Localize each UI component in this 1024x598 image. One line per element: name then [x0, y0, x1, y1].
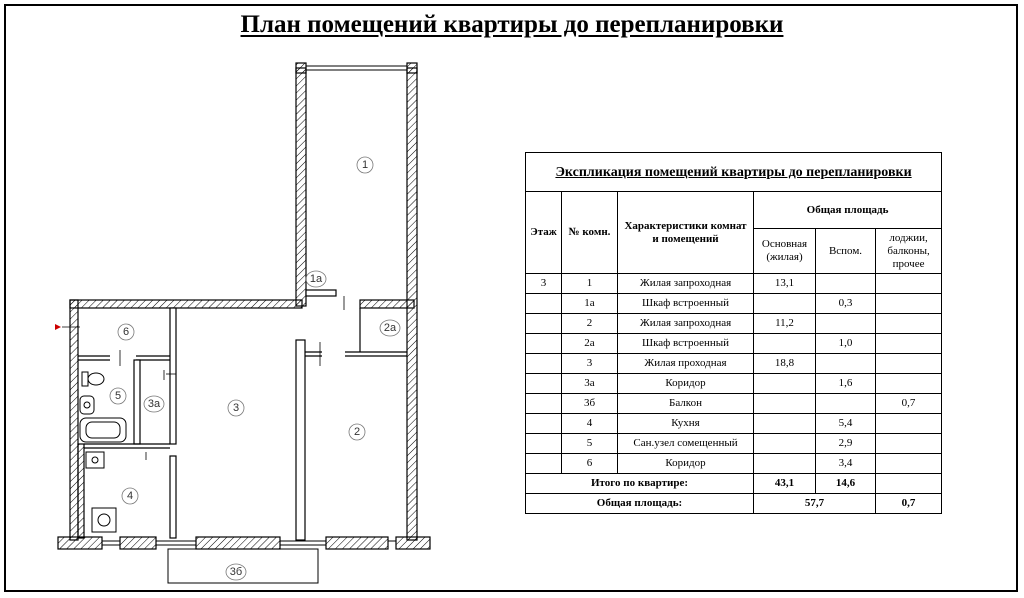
cell-floor	[526, 354, 562, 374]
room-label-5	[110, 388, 126, 404]
cell-floor	[526, 434, 562, 454]
bathtub-icon	[80, 418, 126, 442]
header-aux: Вспом.	[816, 229, 876, 274]
cell-description: Сан.узел сомещенный	[618, 434, 754, 454]
cell-aux: 1,6	[816, 374, 876, 394]
room-label-6	[118, 324, 134, 340]
cell-room-no: 4	[562, 414, 618, 434]
cell-description: Жилая запроходная	[618, 274, 754, 294]
explication-table	[525, 152, 942, 514]
cell-floor: 3	[526, 274, 562, 294]
cell-aux: 2,9	[816, 434, 876, 454]
cell-aux: 1,0	[816, 334, 876, 354]
cell-main	[754, 394, 816, 414]
cell-other	[876, 274, 942, 294]
room-label-3	[228, 400, 244, 416]
svg-text:3б: 3б	[229, 566, 243, 578]
cell-main	[754, 334, 816, 354]
cell-room-no: 3б	[562, 394, 618, 414]
kitchen-sink-icon	[86, 452, 104, 468]
table-row	[526, 354, 942, 374]
total-apartment-other	[876, 474, 942, 494]
table-row	[526, 434, 942, 454]
cell-floor	[526, 394, 562, 414]
table-row	[526, 374, 942, 394]
stove-icon	[92, 508, 116, 532]
cell-aux	[816, 274, 876, 294]
cell-description: Жилая запроходная	[618, 314, 754, 334]
toilet-icon	[82, 372, 104, 386]
room-label-3b	[226, 564, 246, 580]
cell-other	[876, 354, 942, 374]
cell-other	[876, 294, 942, 314]
svg-text:5: 5	[114, 390, 122, 402]
cell-room-no: 1	[562, 274, 618, 294]
header-description: Характеристики комнат и помещений	[618, 192, 754, 274]
header-room-no: № комн.	[562, 192, 618, 274]
table-caption: Экспликация помещений квартиры до перепланировки	[526, 153, 942, 192]
cell-other	[876, 414, 942, 434]
header-loggias: лоджии, балконы, прочее	[876, 229, 942, 274]
cell-other	[876, 434, 942, 454]
cell-main	[754, 454, 816, 474]
cell-description: Коридор	[618, 454, 754, 474]
cell-aux	[816, 354, 876, 374]
table-row	[526, 454, 942, 474]
cell-floor	[526, 294, 562, 314]
cell-room-no: 6	[562, 454, 618, 474]
cell-floor	[526, 374, 562, 394]
table-row	[526, 314, 942, 334]
total-apartment-main: 43,1	[754, 474, 816, 494]
table-row	[526, 334, 942, 354]
svg-text:2а: 2а	[383, 322, 397, 334]
cell-aux: 0,3	[816, 294, 876, 314]
header-floor: Этаж	[526, 192, 562, 274]
cell-other	[876, 334, 942, 354]
cell-floor	[526, 454, 562, 474]
cell-main	[754, 434, 816, 454]
room-label-1a	[306, 271, 326, 287]
cell-main	[754, 414, 816, 434]
cell-floor	[526, 334, 562, 354]
cell-other	[876, 374, 942, 394]
cell-room-no: 2	[562, 314, 618, 334]
svg-text:2: 2	[353, 426, 361, 438]
cell-room-no: 3а	[562, 374, 618, 394]
room-label-4	[122, 488, 138, 504]
cell-description: Балкон	[618, 394, 754, 414]
cell-other	[876, 314, 942, 334]
room-label-1	[357, 157, 373, 173]
cell-main: 11,2	[754, 314, 816, 334]
cell-floor	[526, 314, 562, 334]
cell-main	[754, 374, 816, 394]
cell-main	[754, 294, 816, 314]
cell-aux: 5,4	[816, 414, 876, 434]
cell-description: Шкаф встроенный	[618, 334, 754, 354]
sink-icon	[80, 396, 94, 414]
total-area-label: Общая площадь:	[526, 494, 754, 514]
table-row	[526, 414, 942, 434]
table-row	[526, 394, 942, 414]
outer-walls	[58, 63, 430, 549]
cell-other	[876, 454, 942, 474]
cell-description: Жилая проходная	[618, 354, 754, 374]
total-apartment-label: Итого по квартире:	[526, 474, 754, 494]
table-row	[526, 294, 942, 314]
cell-room-no: 3	[562, 354, 618, 374]
door-marks	[120, 296, 344, 460]
table-row	[526, 274, 942, 294]
cell-floor	[526, 414, 562, 434]
cell-description: Шкаф встроенный	[618, 294, 754, 314]
page-title: План помещений квартиры до перепланировки	[240, 11, 784, 38]
cell-main: 18,8	[754, 354, 816, 374]
cell-room-no: 5	[562, 434, 618, 454]
room-label-2	[349, 424, 365, 440]
header-main: Основная (жилая)	[754, 229, 816, 274]
total-area-value: 57,7	[754, 494, 876, 514]
cell-aux: 3,4	[816, 454, 876, 474]
svg-text:4: 4	[126, 490, 134, 502]
room-label-3a	[144, 396, 164, 412]
total-area-other: 0,7	[876, 494, 942, 514]
svg-text:1а: 1а	[309, 273, 323, 285]
cell-aux	[816, 314, 876, 334]
cell-other: 0,7	[876, 394, 942, 414]
svg-text:3а: 3а	[147, 398, 161, 410]
header-total-area: Общая площадь	[754, 192, 942, 229]
cell-room-no: 1а	[562, 294, 618, 314]
cell-description: Кухня	[618, 414, 754, 434]
cell-aux	[816, 394, 876, 414]
cell-room-no: 2а	[562, 334, 618, 354]
cell-main: 13,1	[754, 274, 816, 294]
svg-text:3: 3	[232, 402, 240, 414]
cell-description: Коридор	[618, 374, 754, 394]
room-label-2a	[380, 320, 400, 336]
total-apartment-aux: 14,6	[816, 474, 876, 494]
svg-text:1: 1	[361, 159, 369, 171]
svg-text:6: 6	[122, 326, 130, 338]
